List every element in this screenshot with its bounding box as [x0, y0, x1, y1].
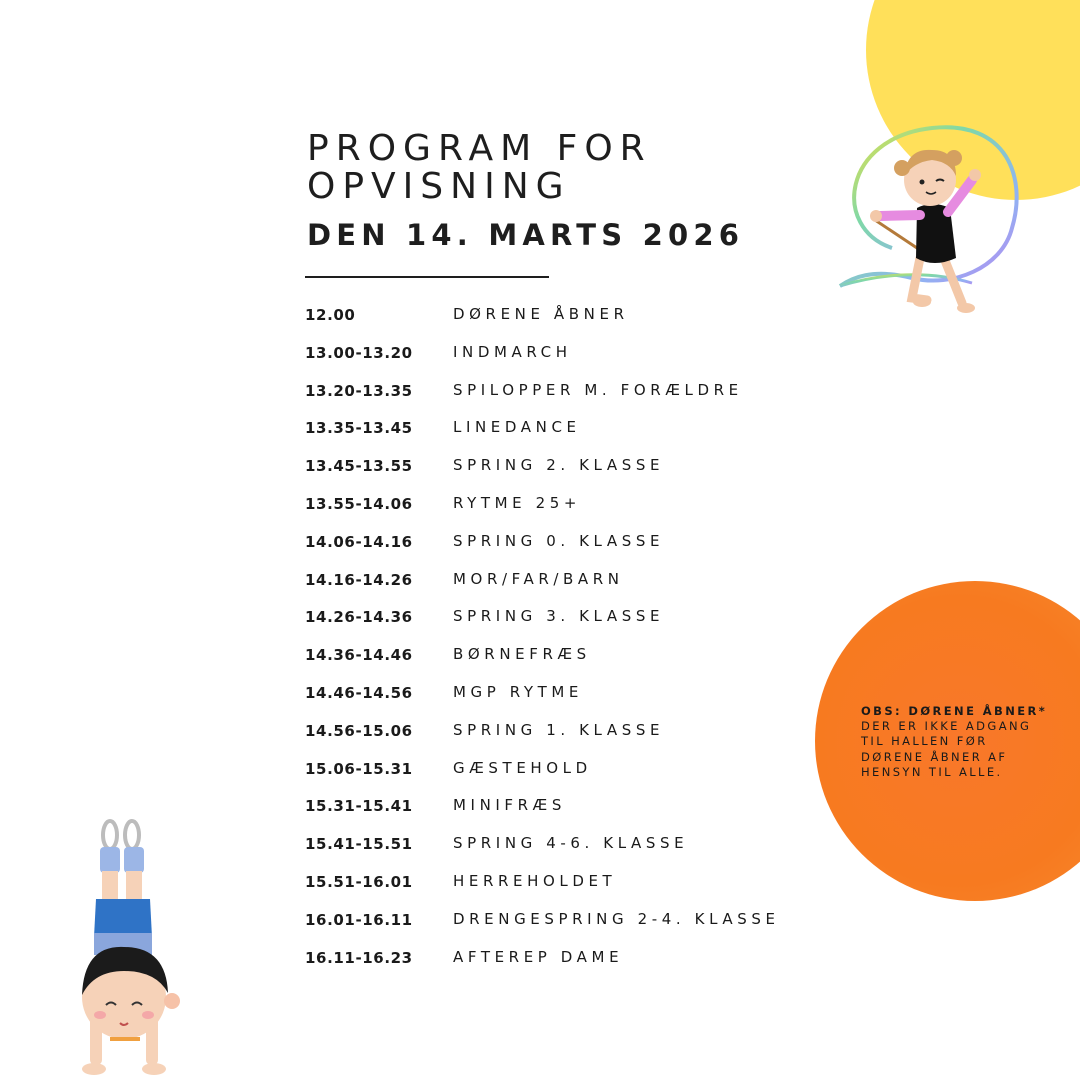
notice-line: TIL HALLEN FØR: [861, 734, 988, 749]
rhythmic-gymnast-girl-illustration: [832, 118, 1022, 318]
page-title-line1: PROGRAM FOR: [307, 128, 652, 169]
schedule-activity: SPRING 4-6. KLASSE: [453, 834, 689, 853]
notice-title: OBS: DØRENE ÅBNER*: [861, 704, 1048, 718]
schedule-activity: SPRING 3. KLASSE: [453, 607, 665, 626]
schedule-row: [305, 825, 825, 863]
schedule-time: 14.46-14.56: [305, 683, 413, 702]
schedule-activity: MINIFRÆS: [453, 796, 566, 815]
schedule-row: [305, 787, 825, 825]
schedule-row: [305, 636, 825, 674]
schedule-row: [305, 523, 825, 561]
notice-box: [861, 704, 1071, 780]
schedule-activity: DRENGESPRING 2-4. KLASSE: [453, 909, 780, 928]
handstand-boy-illustration: [70, 815, 190, 1080]
schedule-time: 15.06-15.31: [305, 759, 413, 778]
notice-line: DER ER IKKE ADGANG: [861, 719, 1032, 734]
schedule-time: 14.56-15.06: [305, 721, 413, 740]
schedule-time: 14.26-14.36: [305, 608, 413, 627]
schedule-activity: SPRING 0. KLASSE: [453, 531, 665, 550]
schedule-activity: BØRNEFRÆS: [453, 645, 591, 664]
notice-line: HENSYN TIL ALLE.: [861, 764, 1003, 779]
schedule-time: 16.11-16.23: [305, 948, 413, 967]
schedule-time: 15.41-15.51: [305, 835, 413, 854]
event-date: DEN 14. MARTS 2026: [307, 218, 745, 252]
schedule-row: [305, 674, 825, 712]
schedule-row: [305, 863, 825, 901]
schedule-time: 13.35-13.45: [305, 419, 413, 438]
schedule-list: [305, 296, 825, 976]
notice-line: DØRENE ÅBNER AF: [861, 749, 1008, 764]
schedule-time: 12.00: [305, 306, 356, 324]
schedule-row: [305, 372, 825, 410]
schedule-activity: AFTEREP DAME: [453, 947, 624, 966]
schedule-time: 14.16-14.26: [305, 570, 413, 589]
schedule-activity: MGP RYTME: [453, 682, 583, 701]
schedule-activity: MOR/FAR/BARN: [453, 569, 624, 588]
schedule-row: [305, 598, 825, 636]
page-title-line2: OPVISNING: [307, 166, 571, 207]
schedule-activity: DØRENE ÅBNER: [453, 305, 629, 323]
schedule-activity: GÆSTEHOLD: [453, 758, 592, 777]
schedule-row: [305, 561, 825, 599]
schedule-time: 14.36-14.46: [305, 646, 413, 665]
schedule-activity: SPILOPPER M. FORÆLDRE: [453, 380, 743, 399]
schedule-row: [305, 334, 825, 372]
schedule-row: [305, 750, 825, 788]
schedule-activity: INDMARCH: [453, 342, 572, 361]
schedule-row: [305, 712, 825, 750]
schedule-time: 13.00-13.20: [305, 343, 413, 362]
schedule-row: [305, 939, 825, 977]
schedule-time: 13.45-13.55: [305, 457, 413, 476]
schedule-row: [305, 409, 825, 447]
schedule-activity: HERREHOLDET: [453, 871, 617, 890]
schedule-row: [305, 485, 825, 523]
schedule-time: 15.31-15.41: [305, 797, 413, 816]
schedule-time: 15.51-16.01: [305, 872, 413, 891]
schedule-time: 13.55-14.06: [305, 494, 413, 513]
schedule-activity: RYTME 25+: [453, 493, 582, 512]
schedule-activity: SPRING 2. KLASSE: [453, 456, 665, 475]
schedule-time: 13.20-13.35: [305, 381, 413, 400]
title-divider: [305, 276, 549, 278]
schedule-activity: SPRING 1. KLASSE: [453, 720, 665, 739]
schedule-row: [305, 296, 825, 334]
schedule-row: [305, 901, 825, 939]
schedule-activity: LINEDANCE: [453, 418, 581, 437]
schedule-time: 16.01-16.11: [305, 910, 413, 929]
schedule-row: [305, 447, 825, 485]
schedule-time: 14.06-14.16: [305, 532, 413, 551]
